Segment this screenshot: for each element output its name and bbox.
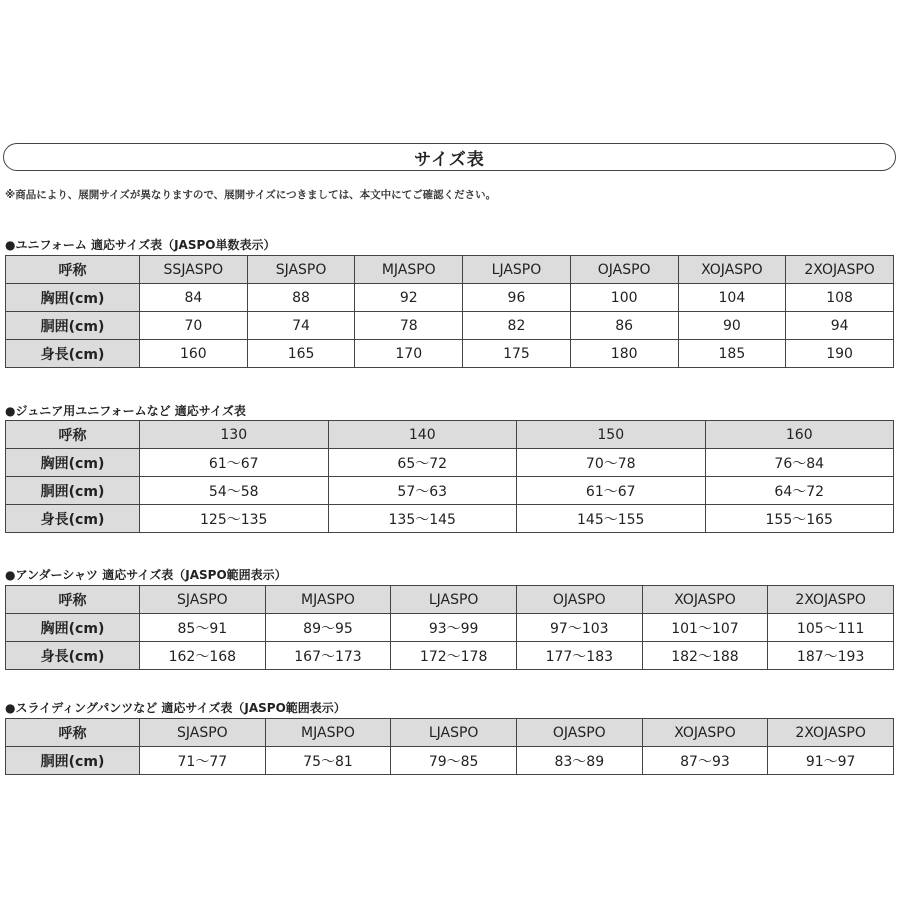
row-label: 胸囲(cm) <box>6 449 140 477</box>
row-label: 胴囲(cm) <box>6 477 140 505</box>
table-cell: 100 <box>570 284 678 312</box>
table-cell: 101～107 <box>642 614 768 642</box>
uniform-size-heading: ●ユニフォーム 適応サイズ表（JASPO単数表示） <box>5 238 276 252</box>
table-cell: 177～183 <box>516 642 642 670</box>
header-label: 呼称 <box>6 256 140 284</box>
table-cell: 54～58 <box>140 477 329 505</box>
column-header: MJASPO <box>265 586 391 614</box>
column-header: SSJASPO <box>140 256 248 284</box>
table-cell: 57～63 <box>328 477 517 505</box>
column-header: OJASPO <box>570 256 678 284</box>
undershirt-size-heading: ●アンダーシャツ 適応サイズ表（JASPO範囲表示） <box>5 568 287 582</box>
table-row <box>6 642 894 670</box>
column-header: MJASPO <box>265 719 391 747</box>
uniform-size-table <box>5 255 894 368</box>
table-cell: 74 <box>247 312 355 340</box>
column-header: XOJASPO <box>642 586 768 614</box>
table-cell: 145～155 <box>517 505 706 533</box>
table-row <box>6 312 894 340</box>
table-cell: 83～89 <box>516 747 642 775</box>
sliding-pants-size-table <box>5 718 894 775</box>
row-label: 身長(cm) <box>6 642 140 670</box>
size-note: ※商品により、展開サイズが異なりますので、展開サイズにつきましては、本文中にてご確認ください。 <box>5 189 497 201</box>
column-header: MJASPO <box>355 256 463 284</box>
row-label: 胴囲(cm) <box>6 312 140 340</box>
table-cell: 64～72 <box>705 477 894 505</box>
table-cell: 61～67 <box>517 477 706 505</box>
table-cell: 175 <box>463 340 571 368</box>
column-header: LJASPO <box>391 719 517 747</box>
column-header: SJASPO <box>140 719 266 747</box>
header-label: 呼称 <box>6 586 140 614</box>
column-header: 160 <box>705 421 894 449</box>
table-cell: 70 <box>140 312 248 340</box>
table-cell: 170 <box>355 340 463 368</box>
page-title: サイズ表 <box>414 149 485 170</box>
table-cell: 78 <box>355 312 463 340</box>
table-cell: 185 <box>678 340 786 368</box>
table-cell: 172～178 <box>391 642 517 670</box>
column-header: 150 <box>517 421 706 449</box>
column-header: LJASPO <box>463 256 571 284</box>
table-cell: 71～77 <box>140 747 266 775</box>
table-cell: 135～145 <box>328 505 517 533</box>
table-cell: 155～165 <box>705 505 894 533</box>
header-label: 呼称 <box>6 421 140 449</box>
table-row <box>6 449 894 477</box>
column-header: 2XOJASPO <box>768 719 894 747</box>
junior-size-table <box>5 420 894 533</box>
table-cell: 97～103 <box>516 614 642 642</box>
table-cell: 76～84 <box>705 449 894 477</box>
size-chart-title-bar <box>3 143 896 171</box>
table-cell: 187～193 <box>768 642 894 670</box>
table-cell: 85～91 <box>140 614 266 642</box>
table-cell: 94 <box>786 312 894 340</box>
table-row <box>6 284 894 312</box>
table-row <box>6 505 894 533</box>
table-cell: 86 <box>570 312 678 340</box>
row-label: 胸囲(cm) <box>6 284 140 312</box>
table-cell: 92 <box>355 284 463 312</box>
table-cell: 91～97 <box>768 747 894 775</box>
table-row <box>6 340 894 368</box>
table-cell: 125～135 <box>140 505 329 533</box>
table-cell: 96 <box>463 284 571 312</box>
column-header: SJASPO <box>247 256 355 284</box>
table-cell: 162～168 <box>140 642 266 670</box>
table-cell: 87～93 <box>642 747 768 775</box>
table-cell: 104 <box>678 284 786 312</box>
table-header-row <box>6 719 894 747</box>
table-row <box>6 477 894 505</box>
table-cell: 167～173 <box>265 642 391 670</box>
table-cell: 89～95 <box>265 614 391 642</box>
table-cell: 82 <box>463 312 571 340</box>
table-header-row <box>6 256 894 284</box>
row-label: 身長(cm) <box>6 340 140 368</box>
table-cell: 88 <box>247 284 355 312</box>
table-row <box>6 747 894 775</box>
undershirt-size-table <box>5 585 894 670</box>
column-header: LJASPO <box>391 586 517 614</box>
column-header: SJASPO <box>140 586 266 614</box>
table-cell: 65～72 <box>328 449 517 477</box>
table-cell: 160 <box>140 340 248 368</box>
column-header: 130 <box>140 421 329 449</box>
table-cell: 180 <box>570 340 678 368</box>
sliding-pants-size-heading: ●スライディングパンツなど 適応サイズ表（JASPO範囲表示） <box>5 701 346 715</box>
column-header: 2XOJASPO <box>786 256 894 284</box>
column-header: XOJASPO <box>678 256 786 284</box>
table-cell: 93～99 <box>391 614 517 642</box>
table-cell: 61～67 <box>140 449 329 477</box>
table-cell: 190 <box>786 340 894 368</box>
table-cell: 90 <box>678 312 786 340</box>
column-header: OJASPO <box>516 586 642 614</box>
column-header: 2XOJASPO <box>768 586 894 614</box>
row-label: 胸囲(cm) <box>6 614 140 642</box>
table-header-row <box>6 586 894 614</box>
table-cell: 182～188 <box>642 642 768 670</box>
table-row <box>6 614 894 642</box>
table-cell: 108 <box>786 284 894 312</box>
table-cell: 79～85 <box>391 747 517 775</box>
junior-size-heading: ●ジュニア用ユニフォームなど 適応サイズ表 <box>5 404 246 418</box>
column-header: XOJASPO <box>642 719 768 747</box>
table-cell: 105～111 <box>768 614 894 642</box>
column-header: 140 <box>328 421 517 449</box>
table-cell: 84 <box>140 284 248 312</box>
row-label: 胴囲(cm) <box>6 747 140 775</box>
row-label: 身長(cm) <box>6 505 140 533</box>
header-label: 呼称 <box>6 719 140 747</box>
table-cell: 165 <box>247 340 355 368</box>
table-cell: 75～81 <box>265 747 391 775</box>
column-header: OJASPO <box>516 719 642 747</box>
table-cell: 70～78 <box>517 449 706 477</box>
table-header-row <box>6 421 894 449</box>
